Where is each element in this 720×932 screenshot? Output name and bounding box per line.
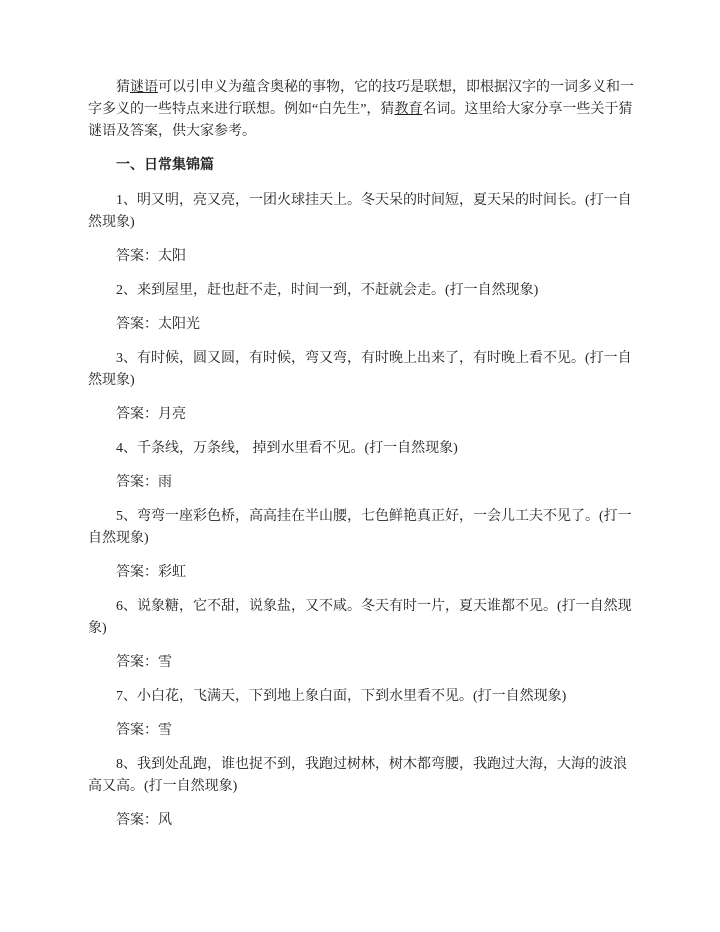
riddle-answer: 答案：太阳光 (116, 317, 200, 332)
section-heading: 一、日常集锦篇 (116, 158, 214, 173)
riddle-question: 7、小白花，飞满天，下到地上象白面，下到水里看不见。(打一自然现象) (116, 689, 567, 704)
riddle-question: 5、弯弯一座彩色桥，高高挂在半山腰，七色鲜艳真正好，一会儿工夫不见了。(打一自然现象) (88, 509, 632, 546)
intro-text: 可以引申义为蕴含奥秘的事物，它的技巧是联想，即根据汉字的一词多义和一字多义的一些特点来进行联想。例如“白先生”，猜 (88, 80, 634, 117)
intro-text: 名词。这里给大家分享一些关于猜谜语及答案，供大家参考。 (88, 102, 633, 139)
riddle-answer: 答案：太阳 (116, 249, 186, 264)
intro-text: 猜 (116, 80, 130, 95)
riddle-list (88, 190, 634, 832)
riddle-answer: 答案：雪 (116, 655, 172, 670)
riddle-question: 6、说象糖，它不甜，说象盐，又不咸。冬天有时一片，夏天谁都不见。(打一自然现象) (88, 599, 632, 636)
riddle-question: 8、我到处乱跑，谁也捉不到，我跑过树林，树木都弯腰，我跑过大海，大海的波浪高又高。(打一自然现象) (88, 757, 627, 794)
riddle-question: 4、千条线，万条线， 掉到水里看不见。(打一自然现象) (116, 441, 458, 456)
link-education[interactable]: 教育 (394, 102, 423, 117)
link-riddle[interactable]: 谜语 (130, 80, 158, 95)
riddle-answer: 答案：风 (116, 813, 172, 828)
document-page (88, 77, 634, 844)
riddle-answer: 答案：雪 (116, 723, 172, 738)
riddle-question: 3、有时候，圆又圆，有时候，弯又弯，有时晚上出来了，有时晚上看不见。(打一自然现象) (88, 351, 632, 388)
riddle-answer: 答案：月亮 (116, 407, 186, 422)
riddle-answer: 答案：雨 (116, 475, 172, 490)
riddle-question: 2、来到屋里，赶也赶不走，时间一到，不赶就会走。(打一自然现象) (116, 283, 539, 298)
intro-paragraph (88, 77, 634, 143)
riddle-answer: 答案：彩虹 (116, 565, 186, 580)
riddle-question: 1、明又明，亮又亮，一团火球挂天上。冬天呆的时间短，夏天呆的时间长。(打一自然现象) (88, 193, 632, 230)
